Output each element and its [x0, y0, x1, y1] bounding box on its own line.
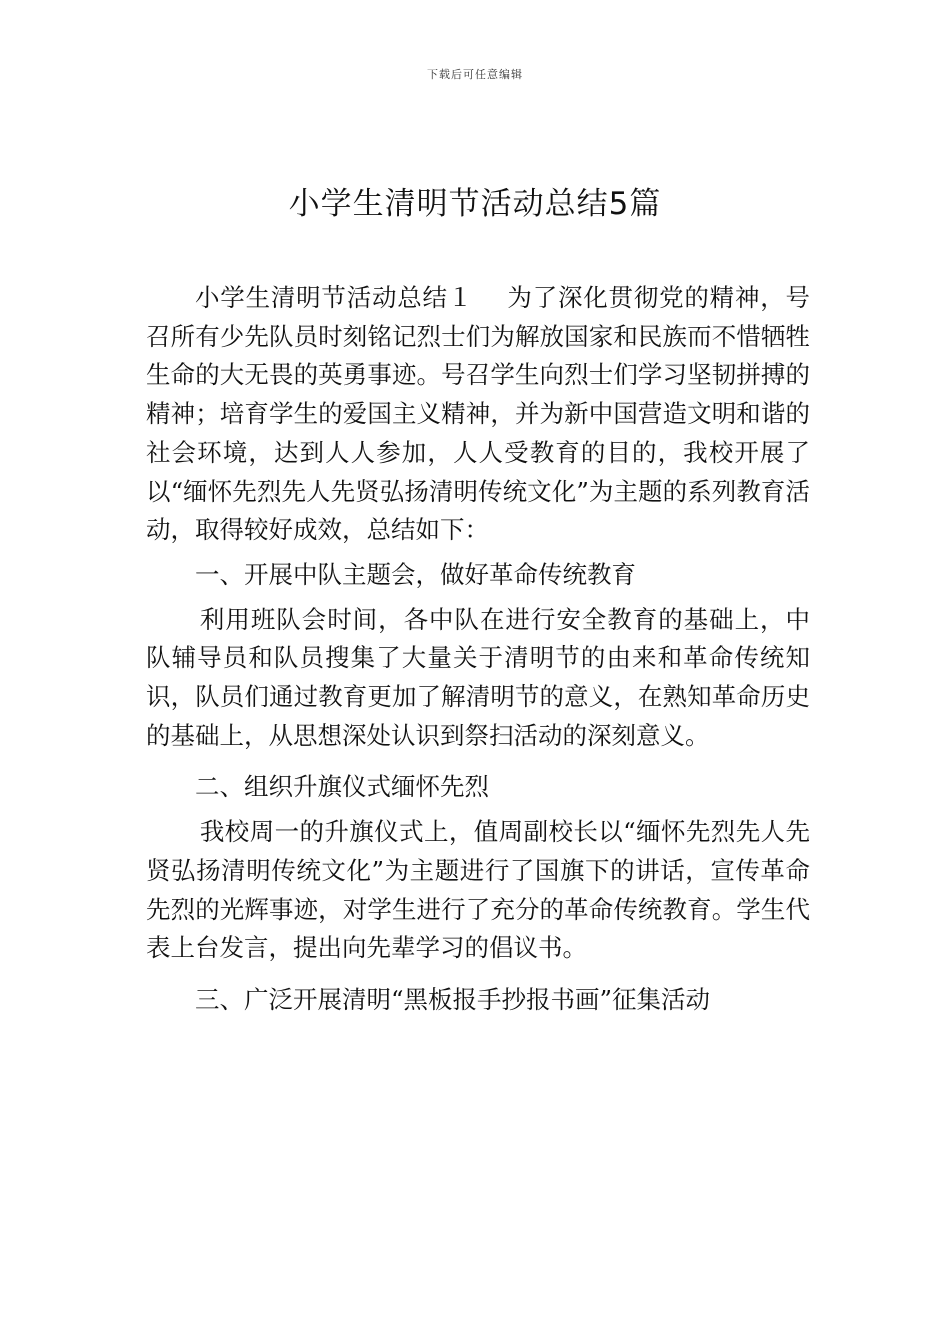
document-title: 小学生清明节活动总结5篇	[288, 186, 662, 222]
section1-heading: 一、开展中队主题会，做好革命传统教育	[195, 559, 636, 589]
section1-paragraph: 利用班队会时间，各中队在进行安全教育的基础上，中队辅导员和队员搜集了大量关于清明节的由来和革命传统知识，队员们通过教育更加了解清明节的意义，在熟知革命历史的基础上，从思想深处认识到祭扫活动的深刻意义。	[146, 604, 810, 750]
intro-label: 小学生清明节活动总结１	[195, 283, 474, 312]
header-note: 下载后可任意编辑	[427, 68, 523, 81]
section3-heading: 三、广泛开展清明“黑板报手抄报书画”征集活动	[195, 984, 711, 1014]
document-body	[146, 279, 810, 1020]
section2-paragraph: 我校周一的升旗仪式上，值周副校长以“缅怀先烈先人先贤弘扬清明传统文化”为主题进行了国旗下的讲话，宣传革命先烈的光辉事迹，对学生进行了充分的革命传统教育。学生代表上台发言，提出向先辈学习的倡议书。	[146, 817, 810, 963]
intro-text: 为了深化贯彻党的精神，号召所有少先队员时刻铭记烈士们为解放国家和民族而不惜牺牲生命的大无畏的英勇事迹。号召学生向烈士们学习坚韧拼搏的精神；培育学生的爱国主义精神，并为新中国营造文明和谐的社会环境，达到人人参加，人人受教育的目的，我校开展了以“缅怀先烈先人先贤弘扬清明传统文化”为主题的系列教育活动，取得较好成效，总结如下：	[146, 283, 811, 545]
intro-paragraph	[146, 279, 810, 550]
section2-heading: 二、组织升旗仪式缅怀先烈	[195, 772, 489, 802]
